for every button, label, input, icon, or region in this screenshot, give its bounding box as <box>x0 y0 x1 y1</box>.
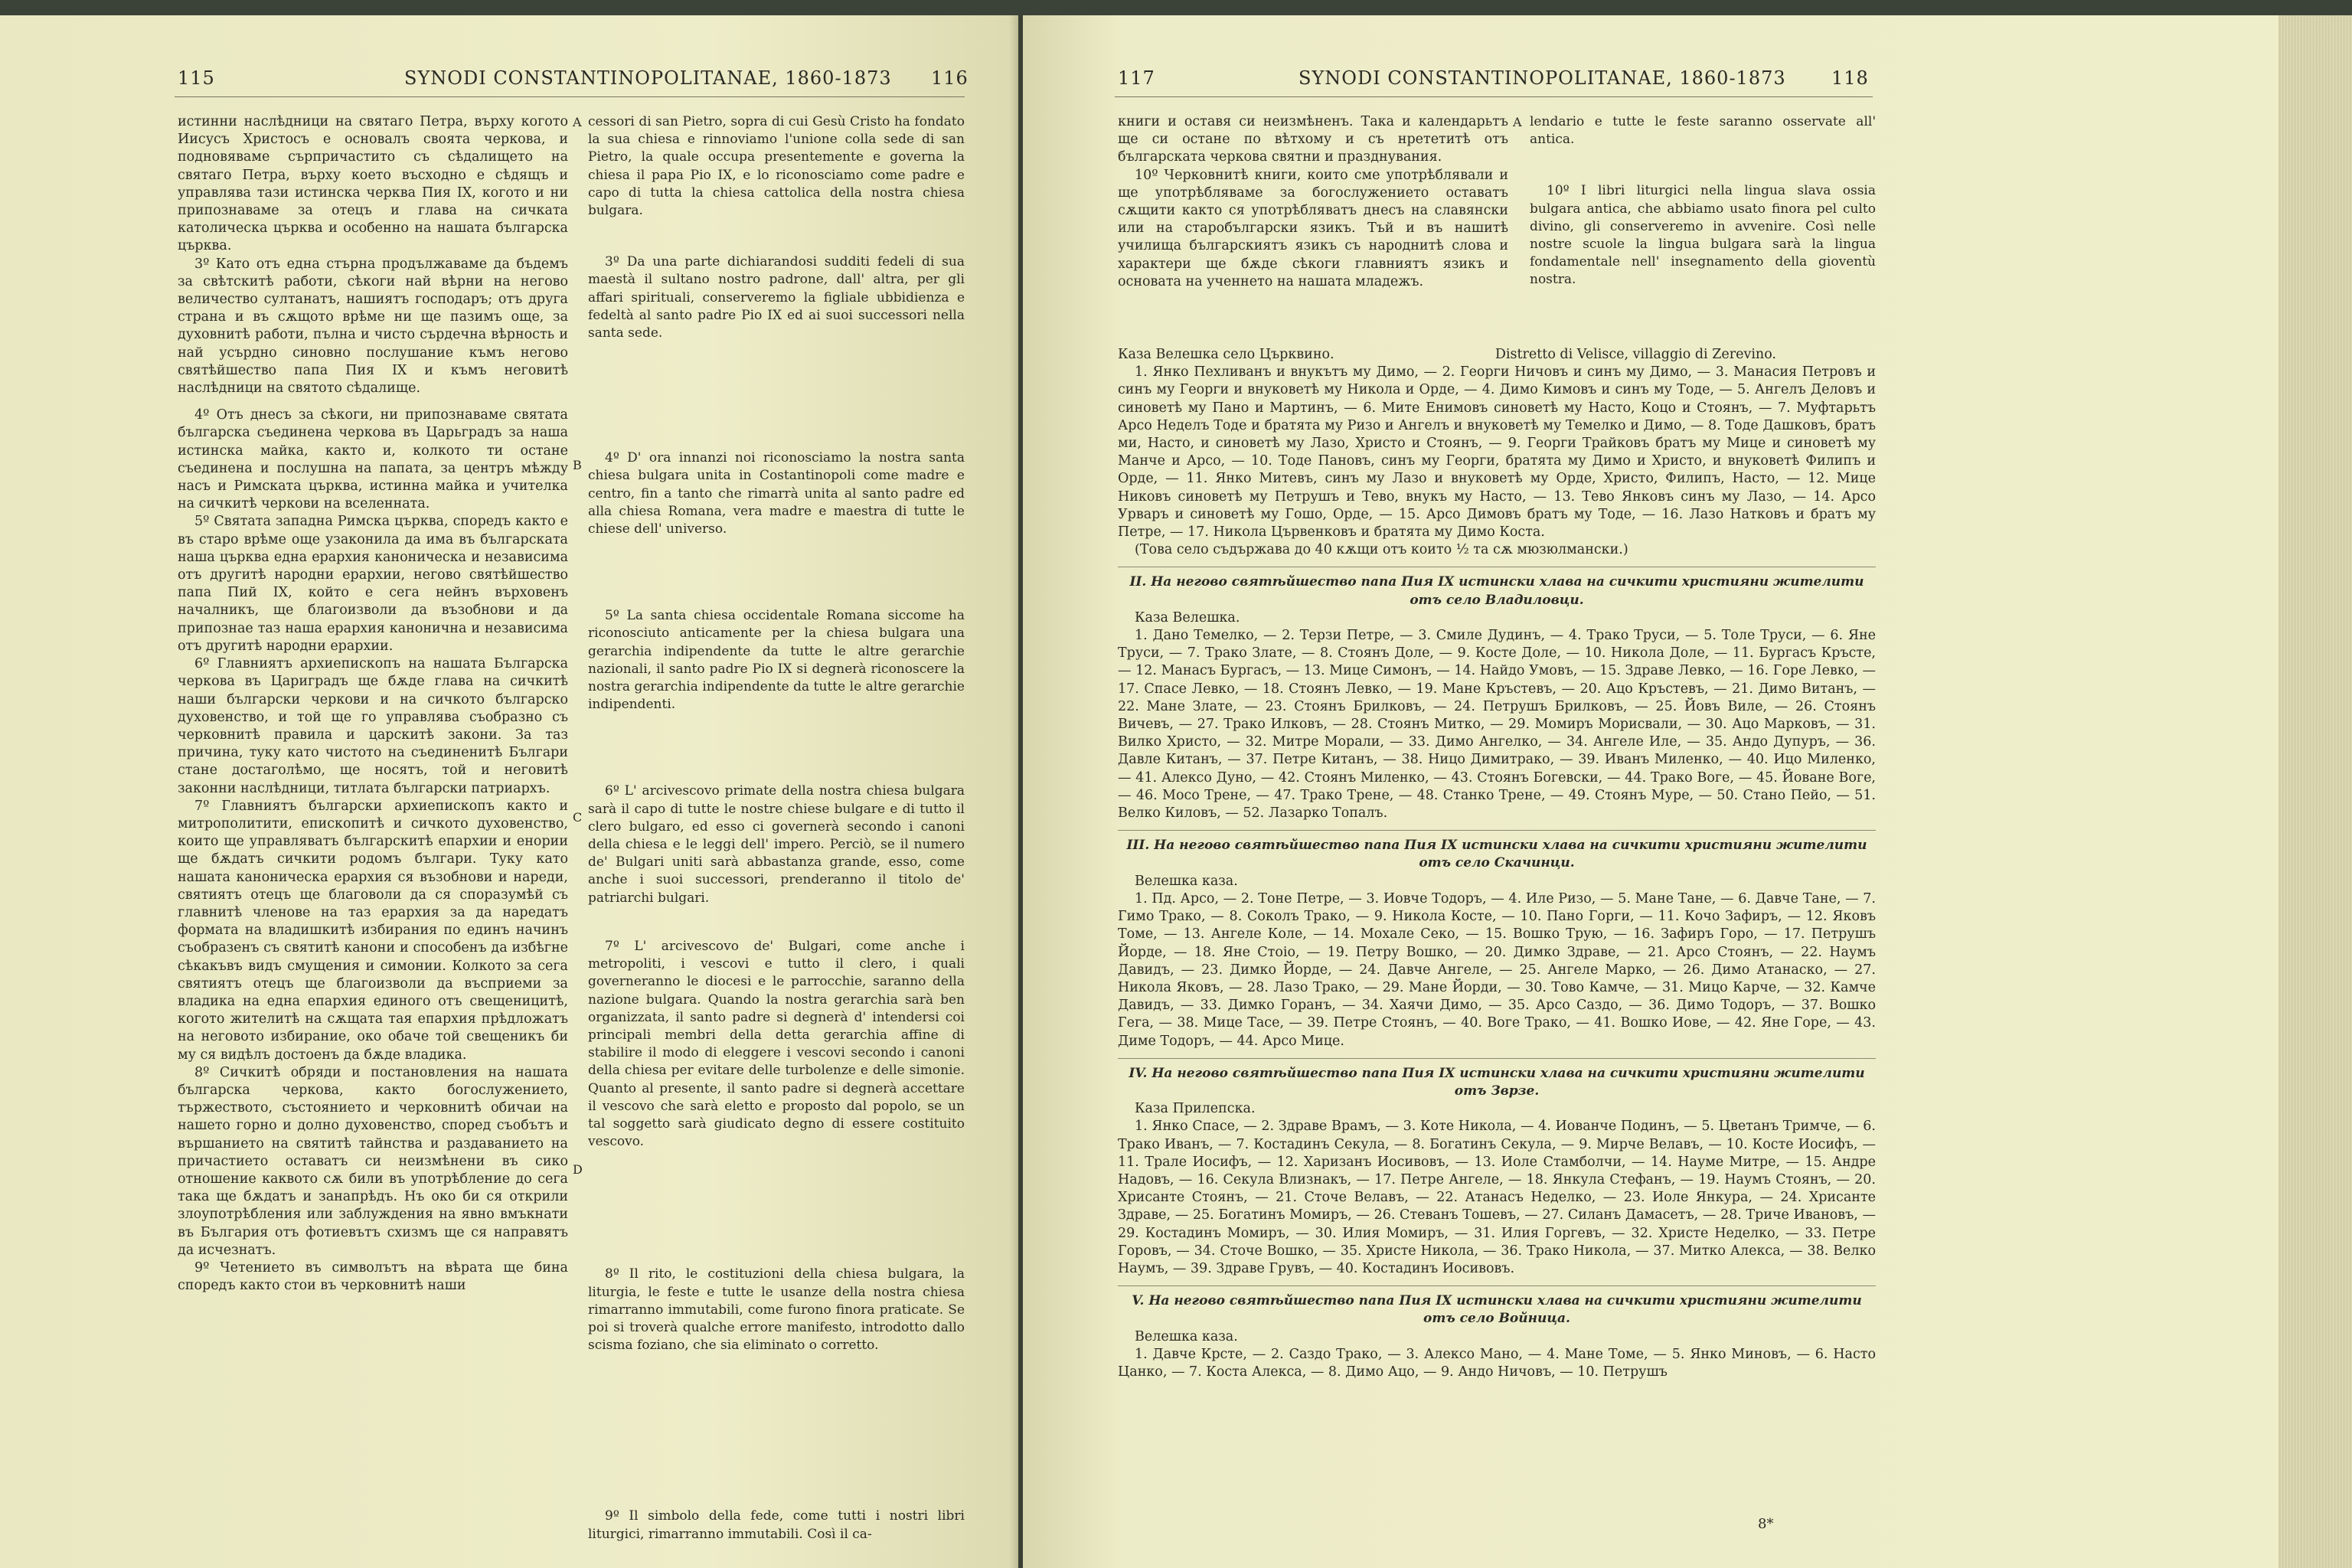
bg-paragraph-9: 9º Четението въ символътъ на вѣрата ще бина споредъ както стои въ черковнитѣ наши <box>178 1260 568 1294</box>
header-rule-right <box>1115 96 1873 97</box>
section-5-list: 1. Давче Крсте, — 2. Саздо Трако, — 3. Алексо Мано, — 4. Мане Томе, — 5. Янко Миновъ, — 6. Насто Цанко, — 7. Коста Алекса, — 8. Димо Ацо, — 9. Андо Ничовъ, — 10. Петрушъ <box>1118 1346 1876 1380</box>
district-line <box>1118 346 1876 364</box>
right-page <box>1023 15 2278 1568</box>
section-rule-5 <box>1118 1285 1876 1286</box>
section-4-title: IV. На негово святѣйшество папа Пия IX истински хлава на сичкити християни жителити отъ Зврзе. <box>1129 1065 1865 1099</box>
running-title-right: SYNODI CONSTANTINOPOLITANAE, 1860-1873 <box>1298 67 1786 89</box>
bg-paragraph-5: 5º Святата западна Римска църква, споредъ както е въ старо врѣме още узаконила да има въ българската наша църква една ерархия каноническа и независима отъ другитѣ народни ерархии, негово святѣйшество папа Пий IX, който е сега нейнъ върховенъ началникъ, ще благоизволи да възобнови и да припознае таз наша ерархия канонична и независима отъ другитѣ народни ерархии. <box>178 514 568 654</box>
it-paragraph-6: 6º L' arcivescovo primate della nostra chiesa bulgara sarà il capo di tutte le nostre chiese bulgare e di tutto il clero bulgaro, ed esso ci governerà secondo i canoni della chiesa e le leggi dell' impero. Perciò, se il numero de' Bulgari uniti sarà abbastanza grande, esso, come anche i suoi successori, prenderanno il titolo de' patriarchi bulgari. <box>588 783 965 906</box>
section-3-list: 1. Пд. Арсо, — 2. Тоне Петре, — 3. Иовче Тодоръ, — 4. Иле Ризо, — 5. Мане Тане, — 6. Давче Тане, — 7. Гимо Трако, — 8. Соколъ Трако, — 9. Никола Косте, — 10. Пано Горги, — 11. Кочо Зафиръ, — 12. Яковъ Томе, — 13. Ангеле Коле, — 14. Мохале Секо, — 15. Вошко Трую, — 16. Зафиръ Горо, — 17. Петрушъ Йорде, — 18. Яне Стоіо, — 19. Петру Вошко, — 20. Димко Здраве, — 21. Арсо Стоянъ, — 22. Наумъ Давидъ, — 23. Димко Йорде, — 24. Давче Ангеле, — 25. Ангеле Марко, — 26. Димо Атанаско, — 27. Никола Яковъ, — 28. Лазо Трако, — 29. Мане Йорди, — 30. Тово Камче, — 31. Мицо Карче, — 32. Камче Давидъ, — 33. Димко Горанъ, — 34. Хаячи Димо, — 35. Арсо Саздо, — 36. Димо Тодоръ, — 37. Вошко Гега, — 38. Мице Тасе, — 39. Петре Стоянъ, — 40. Воге Трако, — 41. Вошко Иове, — 42. Яне Горе, — 43. Диме Тодоръ, — 44. Арсо Мице. <box>1118 890 1876 1049</box>
margin-letter-b: B <box>573 458 582 472</box>
header-rule-left <box>175 96 965 97</box>
section-4-kaza: Каза Прилепска. <box>1135 1101 1256 1117</box>
section-2-kaza: Каза Велешка. <box>1135 609 1240 626</box>
bg-paragraph-6: 6º Главниятъ архиепископъ на нашата Българска черкова въ Цариградъ ще бѫде глава на сичкитѣ наши български черкови и на сичкото българско духовенство, и той ще го управлява съобразно съ черковнитѣ правила и царскитѣ закони. За таз причина, туку като чистото на съединенитѣ Българи стане достаголѣмо, ще носятъ, той и неговитѣ законни наслѣдници, титлата български патриархъ. <box>178 656 568 796</box>
section-4-list: 1. Янко Спасе, — 2. Здраве Врамъ, — 3. Коте Никола, — 4. Иованче Подинъ, — 5. Цветанъ Тримче, — 6. Трако Иванъ, — 7. Костадинъ Секула, — 8. Богатинъ Секула, — 9. Мирче Велавъ, — 10. Косте Иосифъ, — 11. Трале Иосифъ, — 12. Харизанъ Иосивовъ, — 13. Иоле Стамболчи, — 14. Науме Митре, — 15. Андре Надовъ, — 16. Секула Влизнакъ, — 17. Петре Ангеле, — 18. Янкула Стефанъ, — 19. Наумъ Стоянъ, — 20. Хрисанте Стоянъ, — 21. Сточе Велавъ, — 22. Атанасъ Неделко, — 23. Иоле Янкура, — 24. Хрисанте Здраве, — 25. Богатинъ Момиръ, — 26. Стеванъ Тошевъ, — 27. Силанъ Дамасетъ, — 28. Триче Ивановъ, — 29. Костадинъ Момиръ, — 30. Илия Момиръ, — 31. Илия Горгевъ, — 32. Христе Неделко, — 33. Петре Горовъ, — 34. Сточе Вошко, — 35. Христе Никола, — 36. Трако Никола, — 37. Митко Алекса, — 38. Велко Наумъ, — 39. Здраве Грувъ, — 40. Костадинъ Иосивовъ. <box>1118 1119 1876 1276</box>
bulgarian-column-top <box>1118 113 1508 291</box>
margin-letter-a-right: A <box>1513 115 1522 129</box>
bg-paragraph-intro: истинни наслѣдници на святаго Петра, върху когото Иисусъ Христосъ е основалъ своята черкова, и подновяваме сърпричастито съ сѣдалището на святаго Петра, върху което въсходно е сѣдящъ и управлява тази истинска черква Пия IX, когото и ни припознаваме за отецъ и глава на сичката католическа църква и особенно на нашата българска църква. <box>178 114 568 254</box>
section-2-list: 1. Дано Темелко, — 2. Терзи Петре, — 3. Смиле Дудинъ, — 4. Трако Труси, — 5. Толе Труси, — 6. Яне Труси, — 7. Трако Злате, — 8. Стоянъ Доле, — 9. Косте Доле, — 10. Никола Доле, — 11. Бургасъ Кръсте, — 12. Манасъ Бургасъ, — 13. Мице Симонъ, — 14. Найдо Умовъ, — 15. Здраве Левко, — 16. Горе Левко, — 17. Спасе Левко, — 18. Стоянъ Левко, — 19. Мане Кръстевъ, — 20. Ацо Кръстевъ, — 21. Димо Витанъ, — 22. Мане Злате, — 23. Стоянъ Брилковъ, — 24. Петрушъ Брилковъ, — 25. Йовъ Виле, — 26. Стоянъ Вичевъ, — 27. Трако Илковъ, — 28. Стоянъ Митко, — 29. Момиръ Морисвали, — 30. Ацо Марковъ, — 31. Вилко Христо, — 32. Митре Морали, — 33. Димо Ангелко, — 34. Ангеле Иле, — 35. Андо Дупуръ, — 36. Давле Китанъ, — 37. Петре Китанъ, — 38. Ницо Димитрако, — 39. Иванъ Миленко, — 40. Ицо Миленко, — 41. Алексо Дуно, — 42. Стоянъ Миленко, — 43. Стоянъ Богевски, — 44. Трако Воге, — 45. Йоване Воге, — 46. Мосо Трене, — 47. Трако Трене, — 48. Станко Трене, — 49. Стоянъ Муре, — 50. Стано Пейо, — 51. Велко Киловъ, — 52. Лазарко Топалъ. <box>1118 628 1876 822</box>
bg-paragraph-4: 4º Отъ днесъ за сѣкоги, ни припознаваме святата българска съединена черкова въ Царьградъ за наша истинска майка, както и, колкото ти остане съединена и послушна на папата, за центръ мѣжду насъ и Римската църква, истинна майка и учителка на сичкитѣ черкови на вселенната. <box>178 407 568 512</box>
margin-letter-d: D <box>573 1162 583 1177</box>
bg-paragraph-10: 10º Черковнитѣ книги, които сме употрѣблявали и ще употрѣбляваме за богослужението оставатъ сѫщити както ся употрѣбляватъ днесъ на славянски или на старобългарски язикъ. Тъй и въ нашитѣ училища българскиятъ язикъ съ народнитѣ слова и характери ще бѫде сѣкоги главниятъ язикъ и основата на ученнето на нашата младежъ. <box>1118 167 1508 289</box>
it-paragraph-9: 9º Il simbolo della fede, come tutti i nostri libri liturgici, rimarranno immutabili. Così il ca- <box>588 1508 965 1542</box>
italian-column-top <box>1530 113 1876 289</box>
it-paragraph-3: 3º Da una parte dichiarandosi sudditi fedeli di sua maestà il sultano nostro padrone, dall' altra, per gli affari spirituali, conserveremo la figliale ubbidienza e fedeltà al santo padre Pio IX ed ai suoi successori nella santa sede. <box>588 254 965 341</box>
it-paragraph-10: 10º I libri liturgici nella lingua slava ossia bulgara antica, che abbiamo usato finora pel culto divino, gli conserveremo in avvenire. Così nelle nostre scuole la lingua bulgara sarà la lingua fondamentale nell' insegnamento della gioventù nostra. <box>1530 183 1876 288</box>
page-number-118: 118 <box>1831 67 1869 89</box>
margin-letter-c: C <box>573 810 583 825</box>
bg-paragraph-7: 7º Главниятъ български архиепископъ както и митрополитити, епископитѣ и сичкото духовенство, които ще управляватъ българскитѣ епархии и енории ще бѫдатъ сичкити родомъ българи. Туку като нашата каноническа ерархия ся възобнови и нареди, святиятъ отецъ ще благоволи да ся споразумѣй съ главнитѣ членове на таз ерархия за да наредатъ формата на владишкитѣ избирания по единъ начинъ съобразенъ съ святитѣ канони и способенъ да избѣгне сѣкакъвъ видъ смущения и симонии. Колкото за сега святиятъ отецъ ще благоизволи да въсприеми за владика на една епархия единого отъ свещеницитѣ, когото жителитѣ на сѫщата тая епархия прѣдложатъ на неговото избирание, око обаче той свещеникъ би му ся видѣлъ достоенъ да бѫде владика. <box>178 798 568 1063</box>
bg-paragraph-3: 3º Като отъ една стърна продължаваме да бъдемъ за свѣтскитѣ работи, сѣкоги най вѣрни на негово величество султанатъ, нашиятъ господаръ; отъ друга страна и въ сѫщото врѣме ни ще пазимъ още, за духовнитѣ работи, пълна и чисто сърдечна вѣрность и най усърдно синовно послушание къмъ негово святѣйшество папа Пия IX и къмъ неговитѣ наслѣдници на святото сѣдалище. <box>178 256 568 397</box>
page-number-116: 116 <box>931 67 969 89</box>
it-paragraph-5: 5º La santa chiesa occidentale Romana siccome ha riconosciuto anticamente per la chiesa bulgara una gerarchia indipendente da tutte le altre gerarchie nazionali, il santo padre Pio IX si degnerà riconoscere la nostra gerarchia indipendente da tutte le altre gerarchie indipendenti. <box>588 608 965 713</box>
section-3-title: III. На негово святѣйшество папа Пия IX истински хлава на сичкити християни жителити отъ село Скачинци. <box>1126 838 1867 871</box>
italian-column <box>588 113 965 1544</box>
page-edges <box>2278 15 2352 1568</box>
signature-mark: 8* <box>1758 1516 1774 1532</box>
section-rule-3 <box>1118 830 1876 831</box>
village-1-note: (Това село съдържава до 40 кѫщи отъ които ½ та сѫ мюзюлмански.) <box>1135 542 1628 558</box>
bg-paragraph-8: 8º Сичкитѣ обряди и постановления на нашата българска черкова, както богослужението, тържеството, състоянието и черковнитѣ обичаи на нашето горно и долно духовенство, според съобътъ и вършанието на святитѣ тайнства и раздаванието на причастието оставатъ си неизмѣнени въ сико отношение каквото сѫ били въ употрѣбление до сега така ще бѫдатъ и занапрѣдъ. Нъ око би ся открили злоупотрѣбления или заблуждения на явно вмъкнати въ България отъ фотиевътъ схизмъ ще ся направятъ да исчезнатъ. <box>178 1064 568 1258</box>
page-number-117: 117 <box>1118 67 1155 89</box>
section-3-kaza: Велешка каза. <box>1135 873 1238 889</box>
section-5-title: V. На негово святѣйшество папа Пия IX истински хлава на сичкити християни жителити отъ село Войница. <box>1132 1293 1862 1327</box>
running-title-left: SYNODI CONSTANTINOPOLITANAE, 1860-1873 <box>404 67 892 89</box>
bg-paragraph-cont: книги и оставя си неизмѣненъ. Така и календарьтъ ще си остане по вѣтхому и съ нрететитѣ отъ българската черкова святни и празднувания. <box>1118 114 1508 165</box>
it-paragraph-cont: lendario e tutte le feste saranno osservate all' antica. <box>1530 114 1876 148</box>
it-paragraph-4: 4º D' ora innanzi noi riconosciamo la nostra santa chiesa bulgara unita in Costantinopoli come madre e centro, fin a tanto che rimarrà unita al santo padre ed alla chiesa Romana, vera madre e maestra di tutte le chiese dell' universo. <box>588 450 965 537</box>
left-page <box>0 15 1018 1568</box>
signatures-section <box>1118 346 1876 1381</box>
section-rule-4 <box>1118 1058 1876 1059</box>
section-5-kaza: Велешка каза. <box>1135 1328 1238 1344</box>
village-1-list: 1. Янко Пехливанъ и внукътъ му Димо, — 2. Георги Ничовъ и синъ му Димо, — 3. Манасия Петровъ и синъ му Георги и внуковетѣ му Никола и Орде, — 4. Димо Кимовъ и синъ му Тоде, — 5. Ангелъ Деловъ и синоветѣ му Пано и Мартинъ, — 6. Мите Енимовъ синоветѣ му Насто, Коцо и Стоянъ, — 7. Муфтарьтъ Арсо Неделъ Тоде и братята му Ризо и Ангелъ и внуковетѣ му Темелко и Димо, — 8. Тоде Дашковъ, братъ ми, Насто, и синоветѣ му Лазо, Христо и Стоянъ, — 9. Георги Трайковъ братъ му Мице и синоветѣ му Манче и Арсо, — 10. Тоде Пановъ, синъ му Георги, братята му Димо и Христо, и внуковетѣ Филипъ и Орде, — 11. Янко Митевъ, синъ му Лазо и внуковетѣ му Орде, Христо, Филипъ, Насто, — 12. Мице Никовъ синоветѣ му Петрушъ и Тево, внукъ му Насто, — 13. Тево Янковъ синъ му Лазо, — 14. Арсо Урваръ и синоветѣ му Гошо, Орде, — 15. Арсо Димовъ братъ му Тоде, — 16. Лазо Натковъ и братъ му Петре, — 17. Никола Цървенковъ и братята му Димо Коста. <box>1118 364 1876 541</box>
page-number-115: 115 <box>178 67 215 89</box>
it-paragraph-intro: cessori di san Pietro, sopra di cui Gesù Cristo ha fondato la sua chiesa e rinnoviamo l'unione colla sede di san Pietro, la quale occupa presentemente e governa la chiesa il papa Pio IX, e lo riconosciamo come padre e capo di tutta la chiesa cattolica della nostra chiesa bulgara. <box>588 114 965 219</box>
it-paragraph-8: 8º Il rito, le costituzioni della chiesa bulgara, la liturgia, le feste e tutte le usanze della nostra chiesa rimarranno immutabili, come furono finora praticate. Se poi si troverà qualche errore manifesto, introdotto dallo scisma foziano, che sia eliminato o corretto. <box>588 1266 965 1354</box>
section-2-title: II. На негово святѣйшество папа Пия IX истински хлава на сичкити християни жителити отъ село Владиловци. <box>1129 574 1864 608</box>
district-it: Distretto di Velisce, villaggio di Zerevino. <box>1494 347 1776 362</box>
margin-letter-a: A <box>573 115 582 129</box>
bulgarian-column <box>178 113 568 1295</box>
it-paragraph-7: 7º L' arcivescovo de' Bulgari, come anche i metropoliti, i vescovi e tutto il clero, i quali governeranno le diocesi e le parrocchie, saranno della nazione bulgara. Quando la nostra gerarchia sarà ben organizzata, il santo padre si degnerà d' intendersi coi principali membri della detta gerarchia affine di stabilire il modo di eleggere i vescovi secondo i canoni della chiesa per evitare delle turbolenze e delle simonie. Quanto al presente, il santo padre si degnerà accettare il vescovo che sarà eletto e proposto dal popolo, se un tal soggetto sarà giudicato degno di essere costituito vescovo. <box>588 938 965 1150</box>
district-bg: Каза Велешка село Църквино. <box>1118 347 1334 362</box>
